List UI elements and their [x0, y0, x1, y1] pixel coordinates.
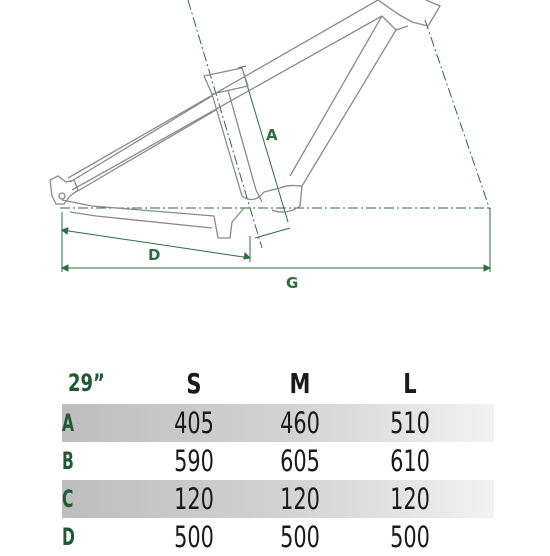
- dim-a-label: A: [266, 126, 278, 144]
- table-cell: 500: [390, 520, 430, 554]
- size-header-s: S: [186, 366, 202, 400]
- head-tube-axis-line: [425, 20, 490, 210]
- table-header-row: [62, 362, 494, 404]
- seat-tube: [204, 68, 248, 94]
- dim-d-label: D: [148, 246, 161, 264]
- seat-tube-body: [212, 90, 256, 196]
- row-label: B: [62, 447, 74, 475]
- head-tube: [378, 0, 440, 30]
- row-label: D: [62, 523, 75, 551]
- size-header-m: M: [289, 366, 311, 400]
- row-label: C: [62, 485, 74, 513]
- table-cell: 120: [174, 482, 214, 516]
- table-cell: 510: [390, 406, 430, 440]
- table-row: [62, 480, 494, 518]
- table-cell: 460: [280, 406, 320, 440]
- table-cell: 120: [390, 482, 430, 516]
- seat-stay: [70, 96, 216, 192]
- table-row: [62, 404, 494, 442]
- wheel-size-label: 29”: [68, 369, 105, 397]
- dim-g-arrow-left: [62, 265, 68, 271]
- table-cell: 500: [280, 520, 320, 554]
- chain-stay: [62, 200, 244, 238]
- table-cell: 500: [174, 520, 214, 554]
- size-header-l: L: [403, 366, 417, 400]
- rear-axle: [59, 193, 65, 199]
- top-tube: [68, 0, 382, 190]
- dim-d-arrow-left: [62, 228, 68, 234]
- table-cell: 610: [390, 444, 430, 478]
- row-label: A: [62, 409, 75, 437]
- table-cell: 405: [174, 406, 214, 440]
- table-cell: 605: [280, 444, 320, 478]
- dim-g-label: G: [286, 274, 299, 292]
- table-cell: 120: [280, 482, 320, 516]
- table-cell: 590: [174, 444, 214, 478]
- dim-g-arrow-right: [484, 265, 490, 271]
- table-row: [62, 518, 494, 556]
- table-row: [62, 442, 494, 480]
- seat-tube-axis-line: [188, 0, 262, 248]
- dim-a-ext-bottom: [255, 228, 290, 238]
- dim-d-arrow-right: [244, 253, 250, 259]
- geometry-table: [62, 362, 494, 556]
